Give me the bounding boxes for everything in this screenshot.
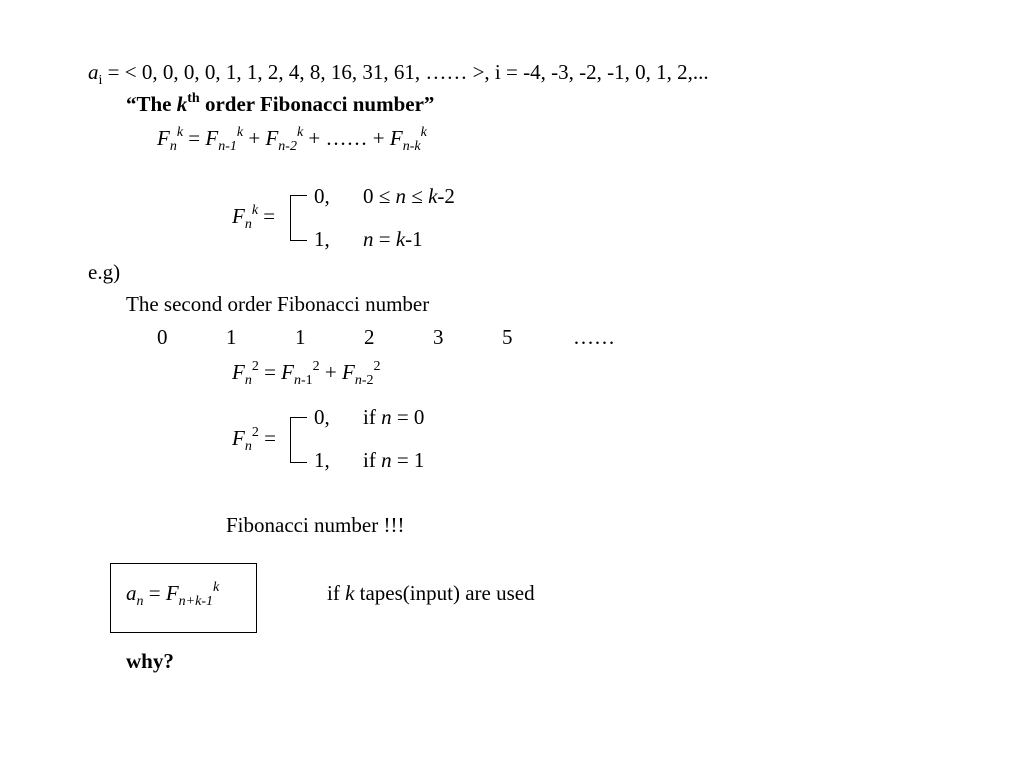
kth-recurrence: $F_n^k = F_{n-1}^k + F_{n-2}^k$ + …… + $F_{n-k}^k$ [157,125,427,154]
seq-item: 1 [295,325,306,349]
cases-k-bracket [290,195,307,241]
why-question: why? [126,649,174,673]
tapes-condition: if k tapes(input) are used [327,581,535,605]
cases-2-row2-cond: if n = 1 [363,448,425,472]
var-a: a [88,60,99,84]
cases-k-row1: 0, [314,184,330,208]
cases-2-row1: 0, [314,405,330,429]
seq-item: 0 [157,325,168,349]
cases-2-row2: 1, [314,448,330,472]
sequence-values: = < 0, 0, 0, 0, 1, 1, 2, 4, 8, 16, 31, 61, …… >, i = -4, -3, -2, -1, 0, 1, 2,... [102,60,709,84]
seq-item: …… [573,325,615,349]
cases-2-row1-cond: if n = 0 [363,405,425,429]
seq-item: 3 [433,325,444,349]
boxed-formula: $a_n = F_{n+k-1}^k$ [126,580,220,609]
seq-item: 5 [502,325,513,349]
example-label: e.g) [88,260,121,284]
cases-2-bracket [290,417,307,463]
second-order-title: The second order Fibonacci number [126,292,430,316]
sequence-definition [88,60,709,88]
kth-order-heading: “The $k^{th}$ order Fibonacci number” [126,91,435,116]
cases-2-lhs: $F_n^2$ = [232,425,276,454]
seq-item: 1 [226,325,237,349]
cases-k-row1-cond: 0 ≤ n ≤ k-2 [363,184,455,208]
sub-i: i [98,73,103,88]
cases-k-lhs: $F_n^k$ = [232,203,276,232]
seq-item: 2 [364,325,375,349]
cases-k-row2: 1, [314,227,330,251]
second-order-recurrence: $F_n^2 = F_{n-1}^2 + F_{n-2}^2$ [232,359,381,388]
fibonacci-exclaim: Fibonacci number !!! [226,513,405,537]
cases-k-row2-cond: n = k-1 [363,227,423,251]
